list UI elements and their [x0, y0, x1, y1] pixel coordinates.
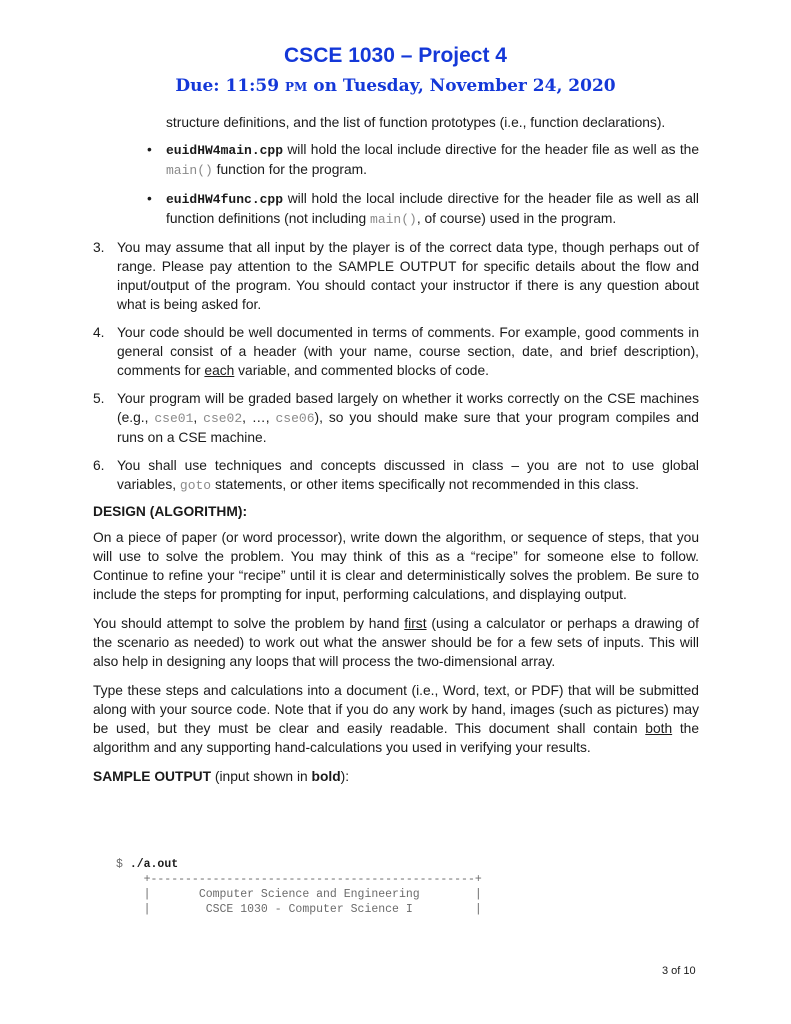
list-item-3: [93, 238, 699, 314]
due-date: [0, 76, 791, 96]
machine-cse02: cse02: [203, 411, 243, 426]
paragraph-text: the algorithm and any supporting hand-calculations you used in verifying your results.: [93, 721, 700, 755]
design-paragraph-2: [93, 614, 699, 671]
separator: ,: [193, 410, 204, 425]
terminal-command-line: [116, 857, 482, 872]
item-text: Your program will be graded based largely on whether it works correctly on the CSE machines (e.g.,: [117, 391, 699, 425]
due-prefix: Due: 11:59: [175, 76, 285, 96]
item-text: You shall use techniques and concepts discussed in class – you are not to use global variables,: [117, 458, 699, 492]
goto-code: goto: [179, 478, 212, 493]
item-text: statements, or other items specifically not recommended in this class.: [211, 477, 639, 492]
machine-cse06: cse06: [275, 411, 315, 426]
separator: , …,: [242, 410, 276, 425]
bullet-dot: •: [147, 142, 152, 157]
requirements-list: [93, 238, 699, 495]
machine-cse01: cse01: [154, 411, 194, 426]
due-pm: PM: [285, 80, 308, 94]
bullet-text: , of course) used in the program.: [416, 211, 617, 226]
item-number: 4.: [93, 325, 105, 340]
func-file-name: euidHW4func.cpp: [166, 192, 284, 207]
design-paragraph-1: On a piece of paper (or word processor), write down the algorithm, or sequence of steps, that you will use to solve the problem. You may think of this as a “recipe” for someone else to follow. Continue to refine your “recipe” until it is clear and deterministically solves the problem. Be sure to include the steps for prompting for input, performing calculations, and displaying output.: [93, 530, 699, 602]
page-number: 3 of 10: [662, 965, 696, 977]
underlined-each: each: [204, 363, 235, 378]
main-function-code: main(): [166, 163, 213, 178]
sample-note: ):: [340, 769, 350, 784]
bullet-func-file: [147, 189, 699, 229]
terminal-line: +-----------------------------------------------+: [116, 873, 482, 886]
item-text: You may assume that all input by the player is of the correct data type, though perhaps out of range. Please pay attention to the SAMPLE OUTPUT for specific details about the flow and input/output of the program. You should contact your instructor if there is any question about what is being asked for.: [117, 240, 699, 312]
design-heading: DESIGN (ALGORITHM):: [93, 504, 248, 519]
sample-terminal-output: [116, 857, 482, 917]
terminal-command: ./a.out: [129, 858, 179, 871]
page-title: CSCE 1030 – Project 4: [284, 44, 507, 67]
paragraph-text: You should attempt to solve the problem by hand: [93, 616, 405, 631]
file-bullet-list: [93, 140, 699, 229]
list-item-4: [93, 323, 699, 380]
sample-output-heading: [93, 767, 699, 786]
paragraph-text: (using a calculator or perhaps a drawing of the scenario as needed) to work out what the answer should be for a few sets of inputs. This will also help in designing any loops that will process the two-dimensional array.: [93, 616, 699, 669]
item-number: 5.: [93, 391, 105, 406]
intro-continuation: structure definitions, and the list of function prototypes (i.e., function declarations).: [166, 115, 666, 130]
bullet-dot: •: [147, 191, 152, 206]
bullet-text: will hold the local include directive for the header file as well as all function definitions (not including: [166, 191, 699, 226]
bullet-main-file: [147, 140, 699, 180]
item-text: ), so you should make sure that your program compiles and runs on a CSE machine.: [117, 410, 699, 445]
sample-note: (input shown in: [211, 769, 312, 784]
terminal-line: | CSCE 1030 - Computer Science I |: [116, 903, 482, 916]
list-item-5: [93, 389, 699, 447]
paragraph-text: Type these steps and calculations into a document (i.e., Word, text, or PDF) that will be submitted along with your source code. Note that if you do any work by hand, images (such as pictures) may be used, but they must be clear and easily readable. This document shall contain: [93, 683, 699, 736]
sample-heading-text: SAMPLE OUTPUT: [93, 769, 212, 784]
item-number: 3.: [93, 240, 105, 255]
due-suffix: on Tuesday, November 24, 2020: [307, 76, 616, 96]
bullet-text: function for the program.: [212, 162, 367, 177]
underlined-both: both: [645, 721, 673, 736]
item-number: 6.: [93, 458, 105, 473]
document-body: [93, 113, 699, 786]
list-item-6: [93, 456, 699, 495]
main-file-name: euidHW4main.cpp: [166, 143, 284, 158]
terminal-prompt: $: [116, 858, 130, 871]
bullet-text: will hold the local include directive for the header file as well as the: [283, 142, 699, 157]
design-paragraph-3: [93, 681, 699, 757]
item-text: variable, and commented blocks of code.: [234, 363, 489, 378]
item-text: Your code should be well documented in terms of comments. For example, good comments in general consist of a header (with your name, course section, date, and brief description), comments for: [117, 325, 699, 378]
underlined-first: first: [404, 616, 427, 631]
sample-note-bold: bold: [311, 769, 341, 784]
main-function-code: main(): [370, 212, 417, 227]
terminal-line: | Computer Science and Engineering |: [116, 888, 482, 901]
